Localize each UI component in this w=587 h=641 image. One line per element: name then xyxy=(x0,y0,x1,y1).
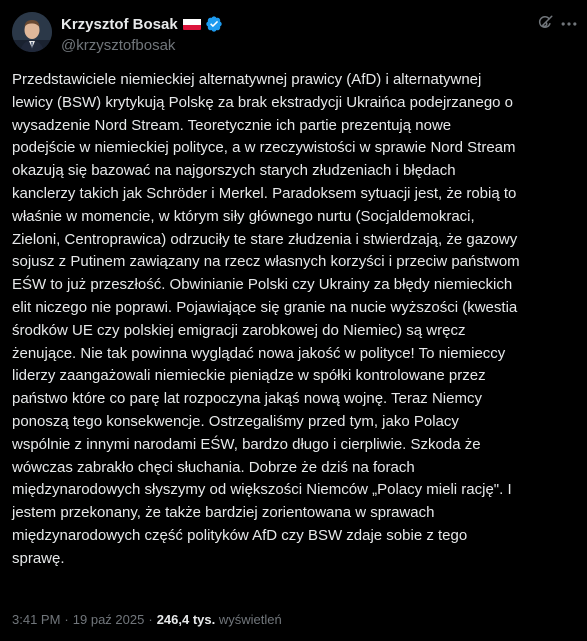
author-handle[interactable]: @krzysztofbosak xyxy=(61,37,176,54)
post-text-line: sojusz z Putinem zawiązany na rzecz własnych korzyści i przeciw państwom xyxy=(12,253,520,271)
post-text-line: wysadzenie Nord Stream. Teoretycznie ich partie prezentują nowe xyxy=(12,116,452,134)
post-text-line: właśnie w momencie, w którym siły głównego nurtu (Socjaldemokraci, xyxy=(12,207,475,225)
name-row xyxy=(61,14,515,34)
post-text-line: sprawę. xyxy=(12,549,65,567)
post-header xyxy=(12,8,575,60)
post-text-line: wówczas zabrakło chęci słuchania. Dobrze że dziś na forach xyxy=(12,458,415,476)
post-text-line: żenujące. Nie tak powinna wyglądać nowa jakość w polityce! To niemieccy xyxy=(12,344,506,362)
post-text-line: wspólnie z innymi narodami EŚW, bardzo długo i cierpliwie. Szkoda że xyxy=(12,435,481,453)
poland-flag-icon xyxy=(183,18,201,30)
post-meta xyxy=(12,612,282,628)
post-text-line: jestem przekonany, że także bardziej zorientowana w sprawach xyxy=(12,504,435,522)
post-text-line: liderzy zaangażowali niemieckie pieniądze w spółki kontrolowane przez xyxy=(12,367,486,385)
post-text-line: Przedstawiciele niemieckiej alternatywnej prawicy (AfD) i alternatywnej xyxy=(12,71,482,88)
avatar-image xyxy=(12,12,52,52)
more-options-icon[interactable] xyxy=(559,14,579,34)
post-text-line: międzynarodowych słyszymy od większości Niemców „Polacy mieli rację". I xyxy=(12,481,512,499)
post-time[interactable]: 3:41 PM xyxy=(12,612,61,627)
post-text-line: kanclerzy takich jak Schröder i Merkel. Paradoksem sytuacji jest, że robią to xyxy=(12,184,517,202)
post-text-line: międzynarodowych część polityków AfD czy BSW zdaje sobie z tego xyxy=(12,526,468,544)
post-text xyxy=(12,69,580,571)
post-text-line: podejście w niemieckiej polityce, a w rzeczywistości w sprawie Nord Stream xyxy=(12,139,516,157)
post-text-line: lewicy (BSW) krytykują Polskę za brak ekstradycji Ukraińca podejrzanego o xyxy=(12,93,514,111)
verified-badge-icon[interactable] xyxy=(205,15,223,33)
post-text-line: państwo które co parę lat rozpoczyna jakąś nową wojnę. Teraz Niemcy xyxy=(12,390,482,408)
meta-separator: · xyxy=(64,612,69,627)
author-info xyxy=(61,14,515,54)
grok-icon[interactable] xyxy=(536,14,554,32)
post-text-line: okazują się bazować na najgorszych starych złudzeniach i błędach xyxy=(12,162,456,180)
post-text-line: elit niczego nie poprawi. Pojawiające się granie na nucie wyższości (kwestia xyxy=(12,298,518,316)
author-avatar[interactable] xyxy=(12,12,52,52)
post-text-line: EŚW to już przeszłość. Obwinianie Polski czy Ukrainy za błędy niemieckich xyxy=(12,276,513,294)
views-count: 246,4 tys. xyxy=(156,612,216,627)
post-text-line: Zieloni, Centroprawica) odrzuciły te stare złudzenia i stwierdzają, że gazowy xyxy=(12,230,518,248)
author-display-name[interactable]: Krzysztof Bosak xyxy=(61,15,178,33)
views-label: wyświetleń xyxy=(218,612,282,627)
post-date[interactable]: 19 paź 2025 xyxy=(72,612,145,627)
meta-separator: · xyxy=(148,612,153,627)
post-text-line: ponoszą tego konsekwencje. Ostrzegaliśmy przed tym, jako Polacy xyxy=(12,412,459,430)
post-text-line: środków UE czy polskiej emigracji zarobkowej do Niemiec) są wręcz xyxy=(12,321,466,339)
